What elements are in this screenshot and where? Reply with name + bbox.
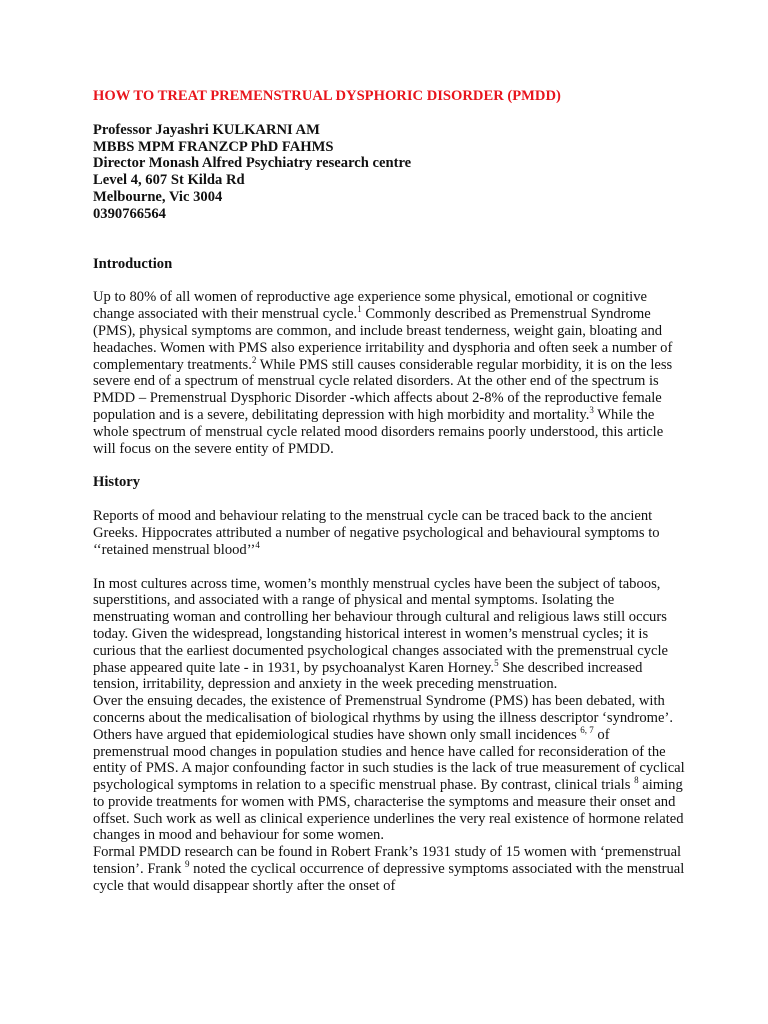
text-run: Reports of mood and behaviour relating to the menstrual cycle can be traced back to the ancient Greeks. Hippocrates attributed a number of negative psychological and behavioural symptoms to ‘‘retained menstrual blood’’ [93,508,660,558]
text-run: noted the cyclical occurrence of depressive symptoms associated with the menstrual cycle that would disappear shortly after the onset of [93,861,685,894]
author-address-line-1: Level 4, 607 St Kilda Rd [93,172,245,189]
introduction-paragraph [93,289,688,457]
text-run: In most cultures across time, women’s monthly menstrual cycles have been the subject of taboos, superstitions, and associated with a range of physical and mental symptoms. Isolating the menstruating woman and controlling her behaviour through cultural and religious laws still occurs today. Given the widespread, longstanding historical interest in women’s menstrual cycles; it is curious that the earliest documented psychological changes associated with the premenstrual cycle phase appeared quite late - in 1931, by psychoanalyst Karen Horney. [93,575,669,676]
text-run: She described increased tension, irritability, depression and anxiety in the week preceding menstruation. [93,659,643,693]
citation-ref: 2 [251,354,257,365]
author-block [93,122,688,223]
author-address-line-2: Melbourne, Vic 3004 [93,188,223,205]
text-run: While the whole spectrum of menstrual cycle related mood disorders remains poorly understood, this article will focus on the severe entity of PMDD. [93,406,664,457]
history-heading: History [93,474,141,491]
text-run: Up to 80% of all women of reproductive age experience some physical, emotional or cognitive change associated with their menstrual cycle. [93,289,647,323]
history-paragraph-4 [93,844,688,894]
text-run: aiming to provide treatments for women with PMS, characterise the symptoms and measure their onset and offset. Such work as well as clinical experience underlines the very real existence of hormone related changes in mood and behaviour for some women. [93,777,684,844]
text-run: While PMS still causes considerable regular morbidity, it is on the less severe end of a spectrum of menstrual cycle related disorders. At the other end of the spectrum is PMDD – Premenstrual Dysphoric Disorder -which affects about 2-8% of the reproductive female population and is a severe, debilitating depression with high morbidity and mortality. [93,356,673,423]
history-paragraph-2 [93,576,688,694]
document-title: HOW TO TREAT PREMENSTRUAL DYSPHORIC DISORDER (PMDD) [93,88,561,104]
citation-ref: 1 [357,304,362,315]
citation-ref: 6, 7 [580,724,594,735]
introduction-heading: Introduction [93,255,173,272]
history-paragraph-1 [93,508,688,558]
author-name: Professor Jayashri KULKARNI AM [93,121,320,138]
author-qualifications: MBBS MPM FRANZCP PhD FAHMS [93,138,334,155]
citation-ref: 5 [494,657,499,668]
author-position: Director Monash Alfred Psychiatry research centre [93,155,412,172]
author-phone: 0390766564 [93,205,166,222]
citation-ref: 9 [185,859,190,870]
citation-ref: 4 [255,539,260,550]
citation-ref: 8 [634,775,639,786]
text-run: Commonly described as Premenstrual Syndrome (PMS), physical symptoms are common, and include breast tenderness, weight gain, bloating and headaches. Women with PMS also experience irritability and dysphoria and often seek a number of complementary treatments. [93,306,673,373]
citation-ref: 3 [589,405,594,416]
text-run: Formal PMDD research can be found in Robert Frank’s 1931 study of 15 women with ‘premenstrual tension’. Frank [93,844,682,878]
history-paragraph-3 [93,693,688,844]
text-run: of premenstrual mood changes in population studies and hence have called for reconsideration of the entity of PMS. A major confounding factor in such studies is the lack of true measurement of cyclical psychological symptoms in relation to a specific menstrual phase. By contrast, clinical trials [93,726,685,794]
text-run: Over the ensuing decades, the existence of Premenstrual Syndrome (PMS) has been debated, with concerns about the medicalisation of biological rhythms by using the illness descriptor ‘syndrome’. Others have argued that epidemiological studies have shown only small incidences [93,693,673,743]
